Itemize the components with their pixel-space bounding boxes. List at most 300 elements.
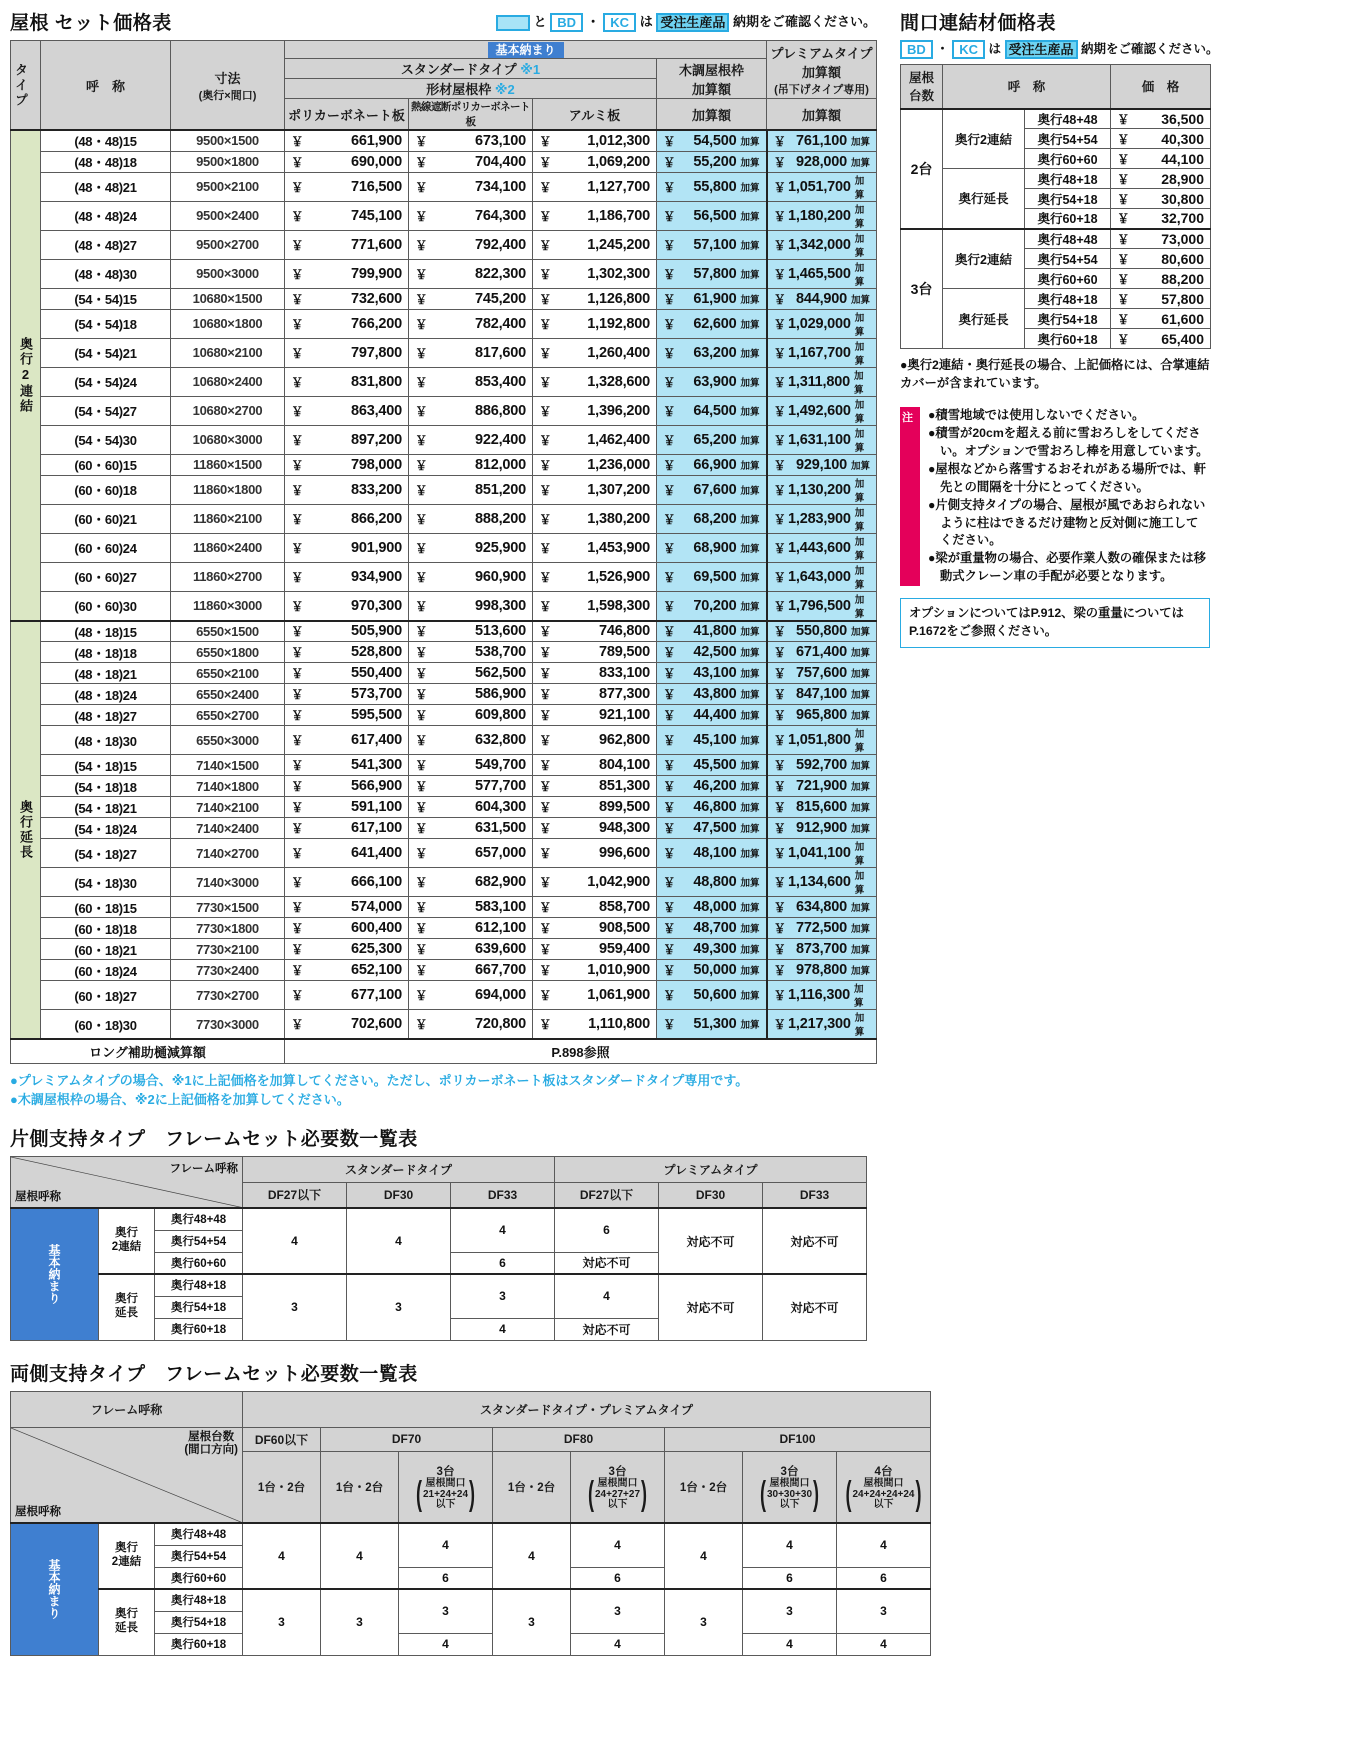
cell-price: ￥ 40,300: [1111, 129, 1211, 149]
cell-premium-add: ￥ 844,900 加算: [767, 288, 877, 309]
cell-wood-add: ￥ 47,500 加算: [657, 818, 767, 839]
cell-price-poly: ￥ 677,100: [285, 981, 409, 1010]
cell-price-alumi: ￥ 1,127,700: [533, 172, 657, 201]
cell-df80-3-b: 4: [571, 1633, 665, 1655]
cell-price-poly: ￥ 661,900: [285, 130, 409, 151]
cell-dimension: 10680×1500: [171, 288, 285, 309]
cell-price-poly: ￥ 797,800: [285, 338, 409, 367]
caution-item: ●積雪が20cmを超える前に雪おろしをしてください。オプションで雪おろし棒を用意しています。: [928, 426, 1209, 458]
cell-df80-12: 3: [493, 1589, 571, 1655]
cell-name: (54・18)15: [41, 755, 171, 776]
cell-dimension: 9500×2700: [171, 230, 285, 259]
cell-df100-12: 4: [665, 1523, 743, 1589]
cell-dimension: 7140×2400: [171, 818, 285, 839]
cell-price-poly: ￥ 771,600: [285, 230, 409, 259]
cell-dimension: 11860×1500: [171, 454, 285, 475]
frame-single-title: 片側支持タイプ フレームセット必要数一覧表: [10, 1128, 418, 1150]
cell-name: 奥行54+54: [1025, 129, 1111, 149]
cell-frame-name: 奥行60+18: [155, 1633, 243, 1655]
cell-wood-add: ￥ 45,100 加算: [657, 726, 767, 755]
cell-price-poly: ￥ 550,400: [285, 663, 409, 684]
cell-std-df33: 4: [451, 1208, 555, 1252]
table-row: [901, 109, 1211, 129]
cell-wood-add: ￥ 57,100 加算: [657, 230, 767, 259]
cell-price-heat: ￥ 631,500: [409, 818, 533, 839]
table-row: [11, 1208, 867, 1230]
header-katazai-frame: 形材屋根枠 ※2: [285, 79, 657, 99]
note-wa: は: [988, 42, 1002, 56]
table-row: [11, 621, 877, 642]
cell-price-heat: ￥ 734,100: [409, 172, 533, 201]
cell-price-alumi: ￥ 804,100: [533, 755, 657, 776]
cell-df100-4-b: 6: [837, 1567, 931, 1589]
cell-premium-add: ￥ 1,283,900 加算: [767, 504, 877, 533]
header-col-1: DF30: [347, 1182, 451, 1208]
bullet-premium: ●プレミアムタイプの場合、※1に上記価格を加算してください。ただし、ポリカーボネート板はスタンダードタイプ専用です。: [10, 1072, 749, 1088]
header-col-2: DF33: [451, 1182, 555, 1208]
cell-price-alumi: ￥ 1,260,400: [533, 338, 657, 367]
cell-wood-add: ￥ 46,200 加算: [657, 776, 767, 797]
table-row: [11, 818, 877, 839]
cell-premium-add: ￥ 978,800 加算: [767, 960, 877, 981]
cell-name: 奥行54+18: [1025, 189, 1111, 209]
cell-dimension: 6550×3000: [171, 726, 285, 755]
badge-kc: KC: [952, 40, 985, 59]
cell-sub-label: 奥行2連結: [943, 109, 1025, 169]
header-heat-poly: 熱線遮断ポリカーボネート板: [409, 99, 533, 131]
header-sub-2: 3台 ( 屋根間口 21+24+24 以下 ): [399, 1451, 493, 1523]
cell-price-poly: ￥ 595,500: [285, 705, 409, 726]
cell-wood-add: ￥ 54,500 加算: [657, 130, 767, 151]
header-name: 呼 称: [41, 41, 171, 131]
cell-premium-add: ￥ 1,051,800 加算: [767, 726, 877, 755]
cell-df70-3-b: 6: [399, 1567, 493, 1589]
cell-premium-add: ￥ 873,700 加算: [767, 939, 877, 960]
caution-item: ●片側支持タイプの場合、屋根が風であおられないように柱はできるだけ建物と反対側に施工してください。: [928, 498, 1206, 548]
cell-wood-add: ￥ 41,800 加算: [657, 621, 767, 642]
cell-name: 奥行48+48: [1025, 229, 1111, 249]
table-row: [11, 797, 877, 818]
cell-premium-add: ￥ 772,500 加算: [767, 918, 877, 939]
cell-price-poly: ￥ 897,200: [285, 425, 409, 454]
main-title-row: [10, 8, 876, 35]
cell-premium-add: ￥ 1,167,700 加算: [767, 338, 877, 367]
cell-name: (60・18)24: [41, 960, 171, 981]
cell-price: ￥ 88,200: [1111, 269, 1211, 289]
table-row: [11, 1010, 877, 1040]
cell-price-poly: ￥ 732,600: [285, 288, 409, 309]
cell-premium-add: ￥ 1,342,000 加算: [767, 230, 877, 259]
note-dot: ・: [936, 42, 949, 56]
cell-df100-4: 4: [837, 1523, 931, 1567]
corner-header: 屋根台数 (間口方向) 屋根呼称: [11, 1427, 243, 1523]
cell-price-poly: ￥ 934,900: [285, 562, 409, 591]
cell-name: (48・48)15: [41, 130, 171, 151]
cell-dimension: 11860×2700: [171, 562, 285, 591]
cell-dimension: 7730×1500: [171, 897, 285, 918]
cell-price-heat: ￥ 673,100: [409, 130, 533, 151]
cell-price-alumi: ￥ 1,307,200: [533, 475, 657, 504]
footer-label: ロング補助樋減算額: [11, 1039, 285, 1063]
table-row: [11, 475, 877, 504]
cell-wood-add: ￥ 51,300 加算: [657, 1010, 767, 1040]
cell-price-alumi: ￥ 746,800: [533, 621, 657, 642]
cell-wood-add: ￥ 55,200 加算: [657, 151, 767, 172]
cell-name: (60・60)30: [41, 591, 171, 621]
cell-frame-name: 奥行54+54: [155, 1230, 243, 1252]
table-row: [11, 562, 877, 591]
header-col-5: DF33: [763, 1182, 867, 1208]
caution-items: [920, 407, 1210, 587]
header-premium: プレミアムタイプ 加算額 (吊下げタイプ専用): [767, 41, 877, 99]
header-sub-4: 3台 ( 屋根間口 24+27+27 以下 ): [571, 1451, 665, 1523]
cell-frame-name: 奥行48+48: [155, 1523, 243, 1545]
cell-wood-add: ￥ 50,600 加算: [657, 981, 767, 1010]
cell-name: (48・48)18: [41, 151, 171, 172]
cell-wood-add: ￥ 45,500 加算: [657, 755, 767, 776]
cell-price-alumi: ￥ 1,453,900: [533, 533, 657, 562]
header-size: 寸法 (奥行×間口): [171, 41, 285, 131]
cell-price-heat: ￥ 960,900: [409, 562, 533, 591]
cell-wood-add: ￥ 62,600 加算: [657, 309, 767, 338]
cell-wood-add: ￥ 44,400 加算: [657, 705, 767, 726]
cell-pre-df27-b: 対応不可: [555, 1252, 659, 1274]
table-row: [11, 230, 877, 259]
cell-name: (48・48)27: [41, 230, 171, 259]
cell-dimension: 10680×2400: [171, 367, 285, 396]
cell-price-alumi: ￥ 908,500: [533, 918, 657, 939]
cell-dimension: 7730×2700: [171, 981, 285, 1010]
header-col-3: DF27以下: [555, 1182, 659, 1208]
cell-price-poly: ￥ 652,100: [285, 960, 409, 981]
cell-dimension: 11860×1800: [171, 475, 285, 504]
cell-df100-3-b: 6: [743, 1567, 837, 1589]
cell-price-poly: ￥ 641,400: [285, 839, 409, 868]
table-row: [11, 367, 877, 396]
cell-price-heat: ￥ 886,800: [409, 396, 533, 425]
table-header-row: [11, 1156, 867, 1182]
cell-wood-add: ￥ 48,100 加算: [657, 839, 767, 868]
color-swatch-icon: [496, 15, 530, 31]
cell-price-heat: ￥ 720,800: [409, 1010, 533, 1040]
cell-price: ￥ 65,400: [1111, 329, 1211, 349]
cell-dimension: 10680×2100: [171, 338, 285, 367]
cell-kihon-osamari: 基本納まり: [11, 1208, 99, 1340]
cell-name: (48・48)30: [41, 259, 171, 288]
cell-wood-add: ￥ 66,900 加算: [657, 454, 767, 475]
cell-price-alumi: ￥ 921,100: [533, 705, 657, 726]
cell-wood-add: ￥ 43,800 加算: [657, 684, 767, 705]
cell-price: ￥ 57,800: [1111, 289, 1211, 309]
cell-wood-add: ￥ 64,500 加算: [657, 396, 767, 425]
cell-price-heat: ￥ 612,100: [409, 918, 533, 939]
cell-price-alumi: ￥ 1,110,800: [533, 1010, 657, 1040]
table-row: [11, 684, 877, 705]
cell-name: (60・18)30: [41, 1010, 171, 1040]
cell-name: (54・54)30: [41, 425, 171, 454]
cell-dimension: 6550×2700: [171, 705, 285, 726]
table-row: [901, 289, 1211, 309]
cell-df100-3: 3: [743, 1589, 837, 1633]
cell-price-poly: ￥ 573,700: [285, 684, 409, 705]
cell-price-heat: ￥ 682,900: [409, 868, 533, 897]
cell-dimension: 11860×2400: [171, 533, 285, 562]
header-sub-7: 4台 ( 屋根間口 24+24+24+24 以下 ): [837, 1451, 931, 1523]
cell-dimension: 9500×2100: [171, 172, 285, 201]
cell-dimension: 10680×2700: [171, 396, 285, 425]
row-group-type: 奥行延長: [11, 621, 41, 1040]
cell-price-poly: ￥ 766,200: [285, 309, 409, 338]
cell-name: (60・60)24: [41, 533, 171, 562]
cell-wood-add: ￥ 42,500 加算: [657, 642, 767, 663]
cell-dimension: 7730×1800: [171, 918, 285, 939]
table-row: [11, 981, 877, 1010]
cell-price-heat: ￥ 764,300: [409, 201, 533, 230]
cell-section-label: 奥行 2連結: [99, 1208, 155, 1274]
table-row: [11, 309, 877, 338]
cell-premium-add: ￥ 671,400 加算: [767, 642, 877, 663]
cell-name: (48・48)24: [41, 201, 171, 230]
header-name: 呼 称: [943, 65, 1111, 109]
cell-name: 奥行48+48: [1025, 109, 1111, 129]
cell-price-heat: ￥ 694,000: [409, 981, 533, 1010]
header-roof-count: 屋根 台数: [901, 65, 943, 109]
cell-name: (54・54)21: [41, 338, 171, 367]
cell-price-poly: ￥ 901,900: [285, 533, 409, 562]
frame-single-table: [10, 1156, 867, 1341]
cell-roof-count: 3台: [901, 229, 943, 349]
table-row: [11, 172, 877, 201]
table-row: [11, 1523, 931, 1545]
table-row: [11, 663, 877, 684]
cell-price-heat: ￥ 704,400: [409, 151, 533, 172]
cell-price-alumi: ￥ 1,010,900: [533, 960, 657, 981]
cell-premium-add: ￥ 847,100 加算: [767, 684, 877, 705]
cell-price-alumi: ￥ 1,126,800: [533, 288, 657, 309]
header-sub-3: 1台・2台: [493, 1451, 571, 1523]
cell-price-poly: ￥ 831,800: [285, 367, 409, 396]
cell-kihon-osamari: 基本納まり: [11, 1523, 99, 1655]
cell-price-heat: ￥ 888,200: [409, 504, 533, 533]
cell-wood-add: ￥ 46,800 加算: [657, 797, 767, 818]
cell-price-poly: ￥ 702,600: [285, 1010, 409, 1040]
header-type: タイプ: [11, 41, 41, 131]
cell-df100-3: 4: [743, 1523, 837, 1567]
cell-df100-4: 3: [837, 1589, 931, 1633]
table-row: [11, 868, 877, 897]
header-df-2: DF80: [493, 1427, 665, 1451]
cell-premium-add: ￥ 634,800 加算: [767, 897, 877, 918]
cell-wood-add: ￥ 48,800 加算: [657, 868, 767, 897]
caution-bar: [900, 407, 920, 587]
table-row: [11, 726, 877, 755]
made-to-order-note: [496, 11, 876, 32]
note-tail: 納期をご確認ください。: [732, 13, 876, 29]
cell-premium-add: ￥ 815,600 加算: [767, 797, 877, 818]
frame-both-title: 両側支持タイプ フレームセット必要数一覧表: [10, 1363, 418, 1385]
maguchi-price-table: [900, 64, 1211, 349]
header-group-1: プレミアムタイプ: [555, 1156, 867, 1182]
cell-name: 奥行60+60: [1025, 269, 1111, 289]
cell-price-alumi: ￥ 858,700: [533, 897, 657, 918]
header-sub-6: 3台 ( 屋根間口 30+30+30 以下 ): [743, 1451, 837, 1523]
cell-price-heat: ￥ 538,700: [409, 642, 533, 663]
cell-price-heat: ￥ 792,400: [409, 230, 533, 259]
cell-price-alumi: ￥ 1,328,600: [533, 367, 657, 396]
header-group-0: スタンダードタイプ: [243, 1156, 555, 1182]
cell-price-poly: ￥ 505,900: [285, 621, 409, 642]
cell-name: (54・18)24: [41, 818, 171, 839]
cell-name: (48・18)15: [41, 621, 171, 642]
table-row: [11, 776, 877, 797]
cell-name: (60・18)15: [41, 897, 171, 918]
cell-dimension: 6550×2400: [171, 684, 285, 705]
footer-value: P.898参照: [285, 1039, 877, 1063]
roof-set-price-table: [10, 40, 877, 1064]
cell-std-df33-b: 6: [451, 1252, 555, 1274]
cell-wood-add: ￥ 61,900 加算: [657, 288, 767, 309]
table-row: [11, 705, 877, 726]
maguchi-bullet: ●奥行2連結・奥行延長の場合、上記価格には、合掌連結カバーが含まれています。: [900, 358, 1210, 391]
cell-price: ￥ 36,500: [1111, 109, 1211, 129]
caution-box: [900, 407, 1210, 587]
cell-pre-df30: 対応不可: [659, 1274, 763, 1340]
cell-name: (54・54)15: [41, 288, 171, 309]
cell-name: 奥行54+18: [1025, 309, 1111, 329]
cell-premium-add: ￥ 1,643,000 加算: [767, 562, 877, 591]
table-header-row: [11, 1391, 931, 1427]
cell-df80-3: 3: [571, 1589, 665, 1633]
cell-price: ￥ 44,100: [1111, 149, 1211, 169]
cell-price: ￥ 73,000: [1111, 229, 1211, 249]
cell-premium-add: ￥ 1,311,800 加算: [767, 367, 877, 396]
cell-frame-name: 奥行48+18: [155, 1589, 243, 1611]
header-sub-1: 1台・2台: [321, 1451, 399, 1523]
cell-price-alumi: ￥ 877,300: [533, 684, 657, 705]
cell-name: (54・54)24: [41, 367, 171, 396]
cell-price-alumi: ￥ 1,302,300: [533, 259, 657, 288]
cell-price-heat: ￥ 998,300: [409, 591, 533, 621]
table-row: [11, 454, 877, 475]
cell-price-alumi: ￥ 1,236,000: [533, 454, 657, 475]
cell-wood-add: ￥ 69,500 加算: [657, 562, 767, 591]
cell-price-heat: ￥ 922,400: [409, 425, 533, 454]
cell-df100-3-b: 4: [743, 1633, 837, 1655]
cell-price-alumi: ￥ 948,300: [533, 818, 657, 839]
cell-name: 奥行54+54: [1025, 249, 1111, 269]
table-row: [11, 288, 877, 309]
table-row: [11, 504, 877, 533]
cell-std-df33-b: 4: [451, 1318, 555, 1340]
header-df-0: DF60以下: [243, 1427, 321, 1451]
table-footer-row: [11, 1039, 877, 1063]
cell-price-heat: ￥ 925,900: [409, 533, 533, 562]
header-df-3: DF100: [665, 1427, 931, 1451]
cell-name: (54・18)21: [41, 797, 171, 818]
option-reference-box: オプションについてはP.912、梁の重量についてはP.1672をご参照ください。: [900, 598, 1210, 648]
cell-name: (54・18)18: [41, 776, 171, 797]
cell-premium-add: ￥ 1,134,600 加算: [767, 868, 877, 897]
cell-price-heat: ￥ 745,200: [409, 288, 533, 309]
cell-dimension: 6550×1800: [171, 642, 285, 663]
page-title: 屋根 セット価格表: [10, 13, 172, 34]
cell-price-poly: ￥ 625,300: [285, 939, 409, 960]
cell-price: ￥ 61,600: [1111, 309, 1211, 329]
cell-price-alumi: ￥ 1,061,900: [533, 981, 657, 1010]
cell-name: (60・60)21: [41, 504, 171, 533]
cell-price-alumi: ￥ 1,396,200: [533, 396, 657, 425]
cell-name: (54・18)30: [41, 868, 171, 897]
cell-premium-add: ￥ 721,900 加算: [767, 776, 877, 797]
row-group-type: 奥行2連結: [11, 130, 41, 621]
cell-price-poly: ￥ 690,000: [285, 151, 409, 172]
cell-wood-add: ￥ 67,600 加算: [657, 475, 767, 504]
cell-price: ￥ 28,900: [1111, 169, 1211, 189]
cell-price-poly: ￥ 666,100: [285, 868, 409, 897]
cell-wood-add: ￥ 55,800 加算: [657, 172, 767, 201]
cell-premium-add: ￥ 1,130,200 加算: [767, 475, 877, 504]
cell-premium-add: ￥ 928,000 加算: [767, 151, 877, 172]
cell-pre-df27: 6: [555, 1208, 659, 1252]
badge-made-to-order: 受注生産品: [1005, 40, 1078, 59]
cell-name: (54・18)27: [41, 839, 171, 868]
cell-price-heat: ￥ 851,200: [409, 475, 533, 504]
bullet-wood: ●木調屋根枠の場合、※2に上記価格を加算してください。: [10, 1091, 350, 1107]
table-row: [11, 897, 877, 918]
note-dot: ・: [586, 13, 600, 29]
cell-name: 奥行60+18: [1025, 209, 1111, 229]
cell-price-poly: ￥ 528,800: [285, 642, 409, 663]
cell-wood-add: ￥ 65,200 加算: [657, 425, 767, 454]
cell-df60: 4: [243, 1523, 321, 1589]
right-column: [900, 8, 1220, 648]
cell-wood-add: ￥ 49,300 加算: [657, 939, 767, 960]
table-row: [901, 229, 1211, 249]
cell-df80-3-b: 6: [571, 1567, 665, 1589]
header-sub-0: 1台・2台: [243, 1451, 321, 1523]
cell-df70-3: 3: [399, 1589, 493, 1633]
cell-name: (60・60)15: [41, 454, 171, 475]
cell-wood-add: ￥ 63,900 加算: [657, 367, 767, 396]
cell-name: (48・18)18: [41, 642, 171, 663]
header-group: スタンダードタイプ・プレミアムタイプ: [243, 1391, 931, 1427]
cell-df80-3: 4: [571, 1523, 665, 1567]
cell-price-poly: ￥ 566,900: [285, 776, 409, 797]
cell-price-alumi: ￥ 851,300: [533, 776, 657, 797]
table-row: [11, 755, 877, 776]
cell-price-alumi: ￥ 1,192,800: [533, 309, 657, 338]
cell-price-poly: ￥ 863,400: [285, 396, 409, 425]
header-standard-type: スタンダードタイプ ※1: [285, 59, 657, 79]
badge-bd: BD: [550, 13, 583, 32]
cell-price-heat: ￥ 632,800: [409, 726, 533, 755]
cell-price-heat: ￥ 782,400: [409, 309, 533, 338]
cell-price-heat: ￥ 604,300: [409, 797, 533, 818]
cell-price-heat: ￥ 639,600: [409, 939, 533, 960]
cell-price-heat: ￥ 549,700: [409, 755, 533, 776]
caution-label: 注: [902, 411, 913, 424]
cell-price-alumi: ￥ 962,800: [533, 726, 657, 755]
header-sub-5: 1台・2台: [665, 1451, 743, 1523]
cell-name: (60・18)21: [41, 939, 171, 960]
cell-wood-add: ￥ 57,800 加算: [657, 259, 767, 288]
table-header-row: [11, 1427, 931, 1451]
cell-wood-add: ￥ 50,000 加算: [657, 960, 767, 981]
note-and: と: [533, 13, 547, 29]
cell-df100-12: 3: [665, 1589, 743, 1655]
cell-price-poly: ￥ 591,100: [285, 797, 409, 818]
cell-price-alumi: ￥ 1,012,300: [533, 130, 657, 151]
